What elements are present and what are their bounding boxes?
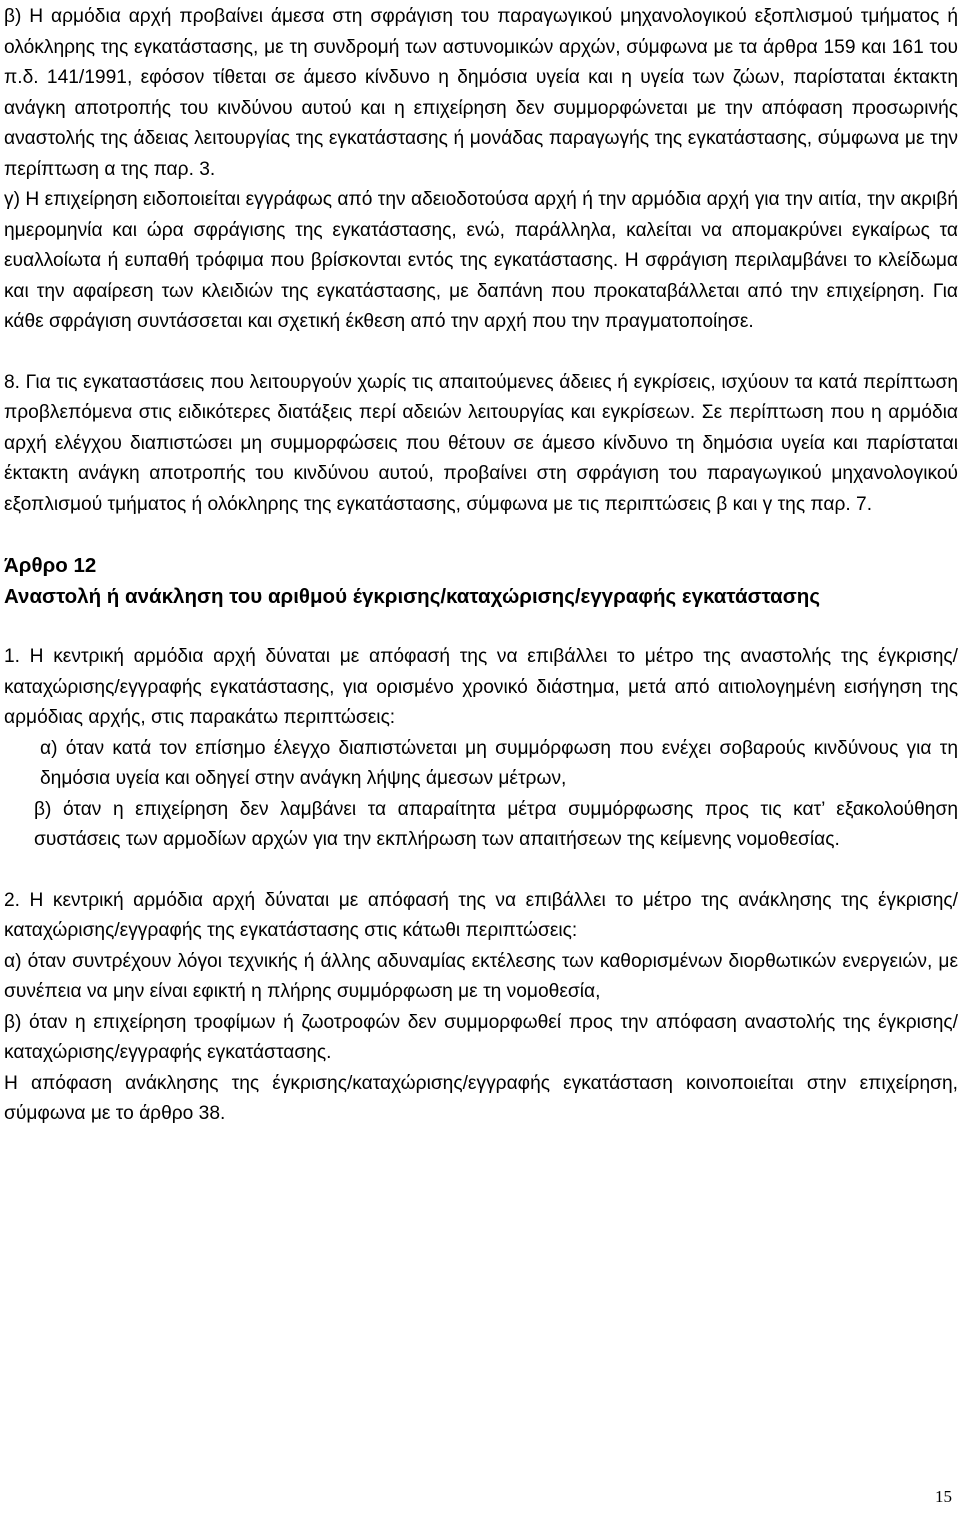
document-page — [4, 2, 958, 1130]
paragraph-2-item-a: α) όταν συντρέχουν λόγοι τεχνικής ή άλλης αδυναμίας εκτέλεσης των καθορισμένων διορθωτικών ενεργειών, με συνέπεια να μην είναι εφικτή η πλήρης συμμόρφωση με τη νομοθεσία, — [4, 950, 958, 1002]
article-subtitle: Αναστολή ή ανάκληση του αριθμού έγκρισης/καταχώρισης/εγγραφής εγκατάστασης — [4, 585, 820, 608]
paragraph-2-item-b: β) όταν η επιχείρηση τροφίμων ή ζωοτροφών δεν συμμορφωθεί προς την απόφαση αναστολής της έγκρισης/καταχώρισης/εγγραφής εγκατάστασης. — [4, 1011, 958, 1063]
spacer — [4, 520, 958, 550]
spacer — [4, 612, 958, 642]
paragraph-c: γ) Η επιχείρηση ειδοποιείται εγγράφως από την αδειοδοτούσα αρχή ή την αρμόδια αρχή για την αιτία, την ακριβή ημερομηνία και ώρα σφράγισης της εγκατάστασης, ενώ, παράλληλα, καλείται να απομακρύνει εγκαίρως τα ευαλλοίωτα ή ευπαθή τρόφιμα που βρίσκονται εντός της εγκατάστασης. Η σφράγιση περιλαμβάνει το κλείδωμα και την αφαίρεση των κλειδιών της εγκατάστασης, με δαπάνη που προκαταβάλλεται από την επιχείρηση. Για κάθε σφράγιση συντάσσεται και σχετική έκθεση από την αρχή που την πραγματοποίησε. — [4, 189, 958, 332]
paragraph-b: β) Η αρμόδια αρχή προβαίνει άμεσα στη σφράγιση του παραγωγικού μηχανολογικού εξοπλισμού τμήματος ή ολόκληρης της εγκατάστασης, με τη συνδρομή των αστυνομικών αρχών, σύμφωνα με τα άρθρα 159 και 161 του π.δ. 141/1991, εφόσον τίθεται σε άμεσο κίνδυνο η δημόσια υγεία και η υγεία των ζώων, παρίσταται έκτακτη ανάγκη αποτροπής του κινδύνου αυτού και η επιχείρηση δεν συμμορφώνεται με την απόφαση προσωρινής αναστολής της άδειας λειτουργίας της εγκατάστασης ή μονάδας παραγωγής της εγκατάστασης, σύμφωνα με την περίπτωση α της παρ. 3. — [4, 6, 958, 180]
paragraph-1-item-a: α) όταν κατά τον επίσημο έλεγχο διαπιστώνεται μη συμμόρφωση που ενέχει σοβαρούς κινδύνους για τη δημόσια υγεία και οδηγεί στην ανάγκη λήψης άμεσων μέτρων, — [40, 737, 958, 789]
paragraph-1-intro: 1. Η κεντρική αρμόδια αρχή δύναται με απόφασή της να επιβάλλει το μέτρο της αναστολής της έγκρισης/καταχώρισης/εγγραφής εγκατάστασης, για ορισμένο χρονικό διάστημα, μετά από αιτιολογημένη εισήγηση της αρμόδιας αρχής, στις παρακάτω περιπτώσεις: — [4, 646, 958, 728]
paragraph-8: 8. Για τις εγκαταστάσεις που λειτουργούν χωρίς τις απαιτούμενες άδειες ή εγκρίσεις, ισχύουν τα κατά περίπτωση προβλεπόμενα στις ειδικότερες διατάξεις περί αδειών λειτουργίας και εγκρίσεων. Σε περίπτωση που η αρμόδια αρχή ελέγχου διαπιστώσει μη συμμορφώσεις που θέτουν σε άμεσο κίνδυνο τη δημόσια υγεία και παρίσταται έκτακτη ανάγκη αποτροπής του κινδύνου αυτού, προβαίνει στη σφράγιση του παραγωγικού μηχανολογικού εξοπλισμού τμήματος ή ολόκληρης της εγκατάστασης, σύμφωνα με τις περιπτώσεις β και γ της παρ. 7. — [4, 371, 958, 515]
page-number: 15 — [935, 1487, 952, 1506]
paragraph-2-intro: 2. Η κεντρική αρμόδια αρχή δύναται με απόφασή της να επιβάλλει το μέτρο της ανάκλησης της έγκρισης/καταχώρισης/εγγραφής της εγκατάστασης στις κάτωθι περιπτώσεις: — [4, 889, 958, 941]
paragraph-2-conclusion: Η απόφαση ανάκλησης της έγκρισης/καταχώρισης/εγγραφής εγκατάσταση κοινοποιείται στην επιχείρηση, σύμφωνα με το άρθρο 38. — [4, 1072, 958, 1124]
article-title: Άρθρο 12 — [4, 554, 97, 577]
paragraph-1-item-b: β) όταν η επιχείρηση δεν λαμβάνει τα απαραίτητα μέτρα συμμόρφωσης προς τις κατ’ εξακολούθηση συστάσεις των αρμοδίων αρχών για την εκπλήρωση των απαιτήσεων της κείμενης νομοθεσίας. — [34, 798, 958, 850]
spacer — [4, 338, 958, 368]
spacer — [4, 856, 958, 886]
